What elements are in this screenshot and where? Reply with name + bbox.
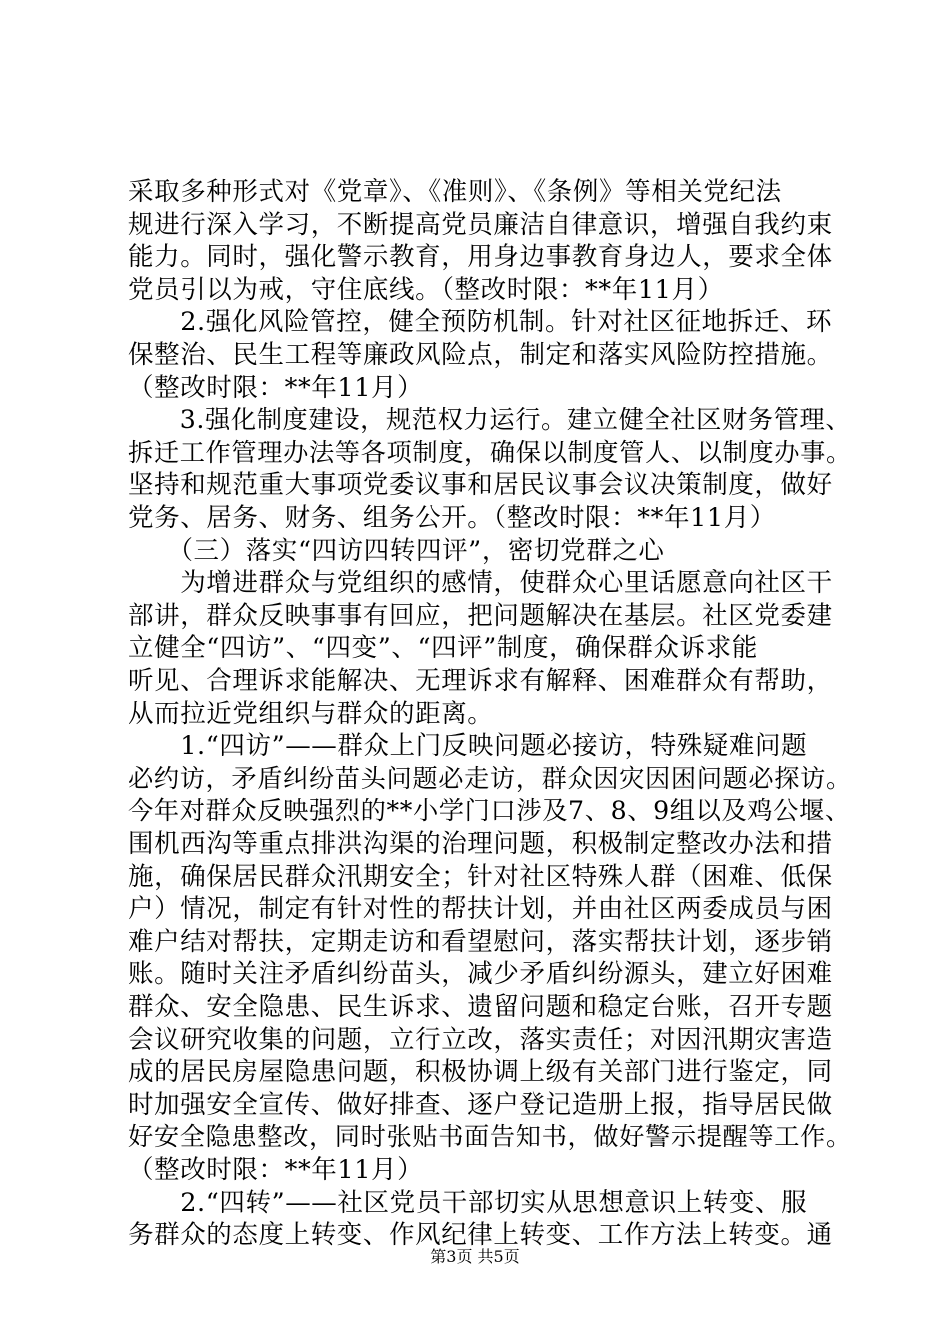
body-text-line: 党务、居务、财务、组务公开。（整改时限：**年11月） [128, 503, 776, 533]
body-text-line: 采取多种形式对《党章》、《准则》、《条例》等相关党纪法 [128, 177, 782, 207]
body-text-line: 会议研究收集的问题，立行立改，落实责任；对因汛期灾害造 [128, 1024, 833, 1055]
body-text-line: 保整治、民生工程等廉政风险点，制定和落实风险防控措施。 [128, 340, 833, 370]
body-text-line: 坚持和规范重大事项党委议事和居民议事会议决策制度，做好 [128, 470, 833, 501]
body-text-line: 2.“四转”——社区党员干部切实从思想意识上转变、服 [128, 1187, 808, 1218]
body-text-line: 必约访，矛盾纠纷苗头问题必走访，群众因灾因困问题必探访。 [128, 763, 852, 793]
body-text-line: 拆迁工作管理办法等各项制度，确保以制度管人、以制度办事。 [128, 437, 852, 467]
body-text-line: 群众、安全隐患、民生诉求、遗留问题和稳定台账，召开专题 [128, 992, 833, 1022]
body-text-line: 难户结对帮扶，定期走访和看望慰问，落实帮扶计划，逐步销 [128, 926, 833, 957]
body-text-line: 3.强化制度建设，规范权力运行。建立健全社区财务管理、 [128, 405, 852, 435]
body-text-line: 1.“四访”——群众上门反映问题必接访，特殊疑难问题 [128, 731, 808, 762]
body-text-line: 今年对群众反映强烈的**小学门口涉及7、8、9组以及鸡公堰、 [128, 796, 851, 826]
body-text-line: 施，确保居民群众汛期安全；针对社区特殊人群（困难、低保 [128, 861, 833, 892]
section-heading: （三）落实“四访四转四评”，密切党群之心 [128, 535, 665, 566]
body-text-line: 党员引以为戒，守住底线。（整改时限：**年11月） [128, 274, 724, 305]
body-text-line: 成的居民房屋隐患问题，积极协调上级有关部门进行鉴定，同 [128, 1057, 833, 1088]
body-text-line: 规进行深入学习，不断提高党员廉洁自律意识，增强自我约束 [128, 209, 833, 240]
page-number-footer: 第3页 共5页 [430, 1247, 520, 1266]
body-text-line: 部讲，群众反映事事有回应，把问题解决在基层。社区党委建 [128, 600, 833, 631]
body-text-line: 务群众的态度上转变、作风纪律上转变、工作方法上转变。通 [128, 1220, 833, 1251]
body-text-line: 能力。同时，强化警示教育，用身边事教育身边人，要求全体 [128, 242, 833, 273]
body-text-line: （整改时限：**年11月） [128, 372, 424, 403]
body-text-line: 户）情况，制定有针对性的帮扶计划，并由社区两委成员与困 [128, 894, 833, 925]
body-text-line: 2.强化风险管控，健全预防机制。针对社区征地拆迁、环 [128, 307, 833, 338]
body-text-line: 围机西沟等重点排洪沟渠的治理问题，积极制定整改办法和措 [128, 829, 833, 859]
body-text-line: 账。随时关注矛盾纠纷苗头，减少矛盾纠纷源头，建立好困难 [128, 959, 833, 990]
body-text-line: （整改时限：**年11月） [128, 1155, 424, 1185]
body-text-line: 好安全隐患整改，同时张贴书面告知书，做好警示提醒等工作。 [128, 1122, 852, 1152]
body-text-line: 时加强安全宣传、做好排查、逐户登记造册上报，指导居民做 [128, 1089, 833, 1120]
body-text-line: 为增进群众与党组织的感情，使群众心里话愿意向社区干 [128, 568, 833, 599]
body-text-line: 从而拉近党组织与群众的距离。 [128, 698, 494, 729]
body-text-line: 立健全“四访”、“四变”、“四评”制度，确保群众诉求能 [128, 633, 758, 664]
body-text-line: 听见、合理诉求能解决、无理诉求有解释、困难群众有帮助， [128, 666, 833, 696]
